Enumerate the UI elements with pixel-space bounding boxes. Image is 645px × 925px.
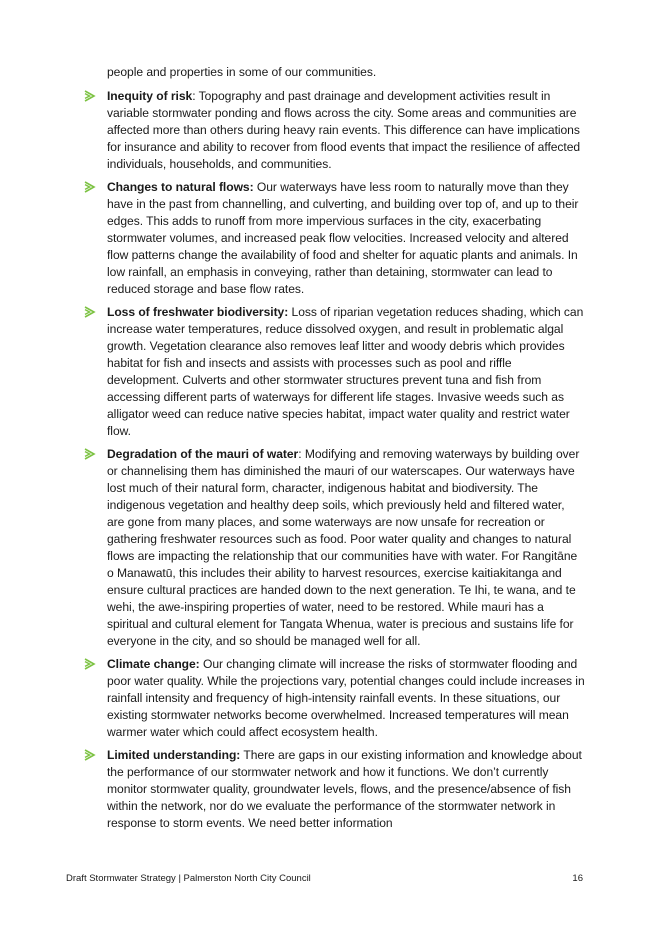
chevron-right-bullet-icon xyxy=(83,305,97,319)
list-item-inequity-of-risk: Inequity of risk: Topography and past drainage and development activities result in variable stormwater ponding and flows across the city. Some areas and communities are affected more than others during heavy rain events. This difference can have implications for insurance and ability to recover from flood events that impact the resilience of affected individuals, households, and communities. xyxy=(107,88,585,173)
list-item-loss-of-freshwater-biodiversity xyxy=(107,304,585,440)
lead-paragraph: people and properties in some of our communities. xyxy=(107,65,377,79)
footer-title: Draft Stormwater Strategy | Palmerston North City Council xyxy=(66,873,311,884)
item-term: Changes to natural flows: xyxy=(107,180,254,194)
item-text: Our changing climate will increase the risks of stormwater flooding and poor water quality. While the projections vary, potential changes could include increases in rainfall intensity and frequency of high-intensity rainfall events. In these situations, our existing stormwater networks become overwhelmed. Increased temperatures will mean warmer water which could affect ecosystem health. xyxy=(107,657,585,739)
page-footer xyxy=(66,873,583,884)
list-item-changes-to-natural-flows xyxy=(107,179,585,298)
page-content xyxy=(107,64,585,838)
item-text: There are gaps in our existing information and knowledge about the performance of our stormwater network and how it functions. We don’t currently monitor stormwater quality, groundwater levels, flows, and the presence/absence of fish within the network, nor do we evaluate the performance of the stormwater network in response to storm events. We need better information xyxy=(107,748,582,830)
page-number: 16 xyxy=(572,873,583,884)
item-term: Loss of freshwater biodiversity: xyxy=(107,305,289,319)
item-text: Modifying and removing waterways by building over or channelising them has diminished the mauri of our waterscapes. Our waterways have lost much of their natural form, character, indigenous habitat and biodiversity. The indigenous vegetation and healthy deep soils, which previously held and filtered water, are gone from many places, and some waterways are now unsafe for recreation or gathering freshwater resources such as food. Poor water quality and changes to natural flows are impacting the relationship that our communities have with water. For Rangitāne o Manawatū, this includes their ability to harvest resources, exercise kaitiakitanga and ensure cultural practices are handed down to the next generation. Te Ihi, te wana, and te wehi, the awe-inspiring properties of water, need to be restored. While mauri has a spiritual and cultural element for Tangata Whenua, water is precious and sustains life for everyone in the city, and so should be managed well for all. xyxy=(107,447,580,648)
item-term: Inequity of risk xyxy=(107,89,193,103)
chevron-right-bullet-icon xyxy=(83,180,97,194)
chevron-right-bullet-icon xyxy=(83,657,97,671)
item-term: Limited understanding: xyxy=(107,748,241,762)
list-item-climate-change xyxy=(107,656,585,741)
item-term: Degradation of the mauri of water xyxy=(107,447,299,461)
item-text: Our waterways have less room to naturally move than they have in the past from channelling, and culverting, and building over top of, and up to their edges. This adds to runoff from more impervious surfaces in the city, exacerbating stormwater volumes, and increased peak flow velocities. Increased velocity and altered flow patterns change the availability of food and shelter for aquatic plants and animals. In low rainfall, an emphasis in conveying, rather than detaining, stormwater can lead to reduced storage and base flow rates. xyxy=(107,180,579,296)
list-item-limited-understanding xyxy=(107,747,585,832)
chevron-right-bullet-icon xyxy=(83,447,97,461)
list-item-degradation-of-mauri: Degradation of the mauri of water: Modifying and removing waterways by building over or channelising them has diminished the mauri of our waterscapes. Our waterways have lost much of their natural form, character, indigenous habitat and biodiversity. The indigenous vegetation and healthy deep soils, which previously held and filtered water, are gone from many places, and some waterways are now unsafe for recreation or gathering freshwater resources such as food. Poor water quality and changes to natural flows are impacting the relationship that our communities have with water. For Rangitāne o Manawatū, this includes their ability to harvest resources, exercise kaitiakitanga and ensure cultural practices are handed down to the next generation. Te Ihi, te wana, and te wehi, the awe-inspiring properties of water, need to be restored. While mauri has a spiritual and cultural element for Tangata Whenua, water is precious and sustains life for everyone in the city, and so should be managed well for all. xyxy=(107,446,585,650)
item-term: Climate change: xyxy=(107,657,200,671)
chevron-right-bullet-icon xyxy=(83,89,97,103)
chevron-right-bullet-icon xyxy=(83,748,97,762)
item-text: Topography and past drainage and development activities result in variable stormwater ponding and flows across the city. Some areas and communities are affected more than others during heavy rain events. This difference can have implications for insurance and ability to recover from flood events that impact the resilience of affected individuals, households, and communities. xyxy=(107,89,581,171)
item-text: Loss of riparian vegetation reduces shading, which can increase water temperatures, reduce dissolved oxygen, and result in problematic algal growth. Vegetation clearance also removes leaf litter and woody debris which provides habitat for fish and insects and assists with processes such as pool and riffle development. Culverts and other stormwater structures prevent tuna and fish from accessing different parts of waterways for different life stages. Invasive weeds such as alligator weed can reduce native species habitat, impact water quality and restrict water flow. xyxy=(107,305,584,438)
